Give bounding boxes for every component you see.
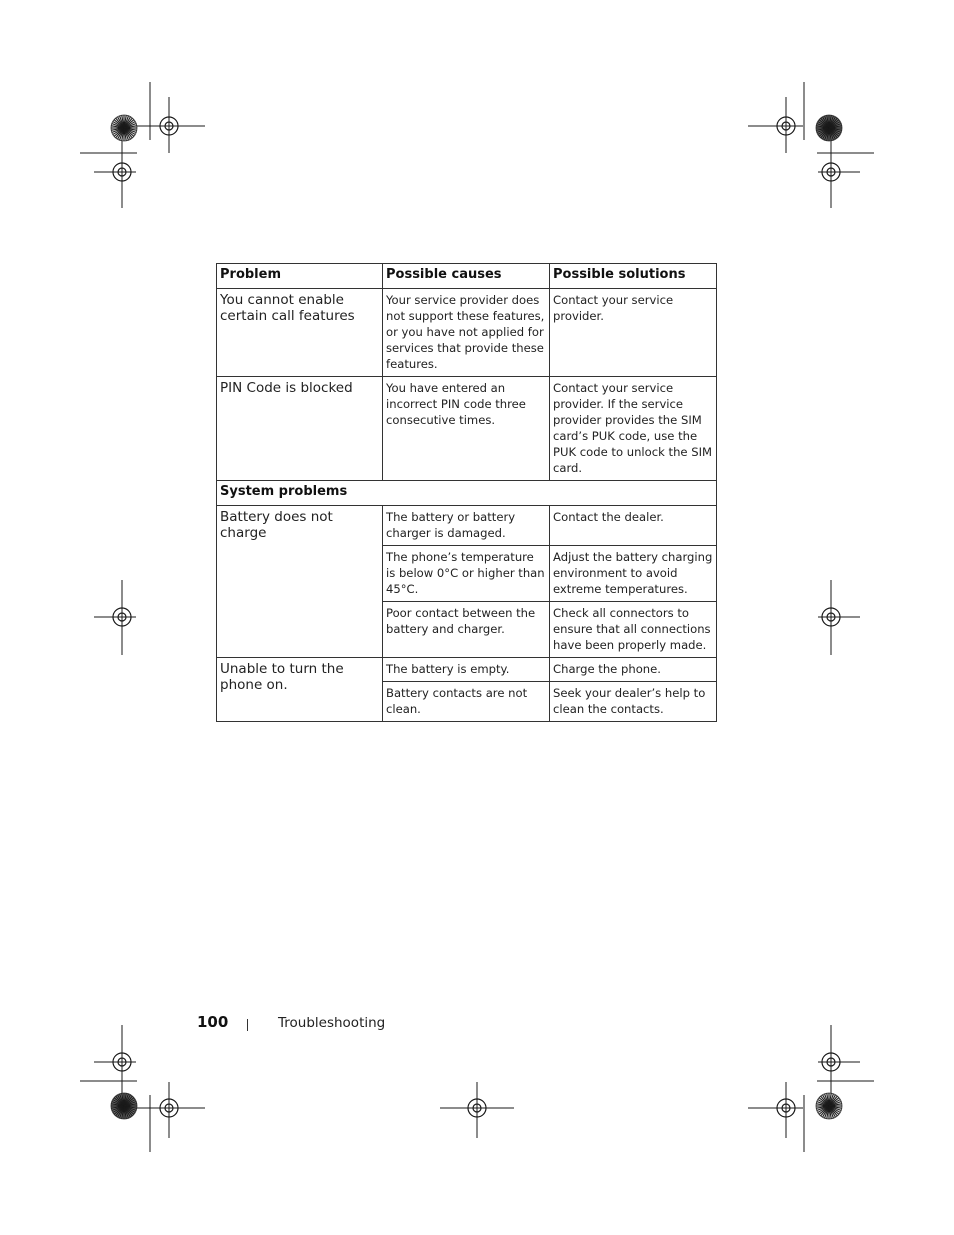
header-problem: Problem: [217, 264, 383, 289]
starburst-target-top-left: [111, 115, 137, 141]
problem-cell: Unable to turn the phone on.: [217, 658, 383, 722]
cause-cell: You have entered an incorrect PIN code three consecutive times.: [383, 377, 550, 481]
registration-mark-mid-left: [94, 580, 136, 655]
registration-mark-bottom-right-2: [748, 1082, 803, 1138]
registration-mark-top-right: [748, 97, 803, 153]
registration-mark-bottom-left: [94, 1025, 136, 1095]
starburst-target-bottom-right: [816, 1093, 842, 1119]
starburst-target-bottom-left: [111, 1093, 137, 1119]
solution-cell: Seek your dealer’s help to clean the contacts.: [550, 682, 717, 722]
solution-cell: Check all connectors to ensure that all connections have been properly made.: [550, 602, 717, 658]
table-row: [217, 506, 717, 546]
registration-mark-bottom-left-2: [133, 1082, 205, 1138]
solution-cell: Contact your service provider. If the service provider provides the SIM card’s PUK code, use the PUK code to unlock the SIM card.: [550, 377, 717, 481]
section-heading-system-problems: System problems: [217, 481, 717, 506]
table-row: [217, 289, 717, 377]
footer-section-title: Troubleshooting: [278, 1015, 386, 1031]
solution-cell: Contact the dealer.: [550, 506, 717, 546]
table-row: [217, 377, 717, 481]
starburst-target-top-right: [816, 115, 842, 141]
registration-mark-top-left-2: [94, 137, 136, 208]
solution-cell: Contact your service provider.: [550, 289, 717, 377]
header-possible-causes: Possible causes: [383, 264, 550, 289]
registration-mark-bottom-right: [818, 1025, 860, 1095]
troubleshooting-table: [216, 263, 717, 722]
cause-cell: Battery contacts are not clean.: [383, 682, 550, 722]
header-possible-solutions: Possible solutions: [550, 264, 717, 289]
solution-cell: Charge the phone.: [550, 658, 717, 682]
cause-cell: The battery is empty.: [383, 658, 550, 682]
table-row: [217, 658, 717, 682]
problem-cell: PIN Code is blocked: [217, 377, 383, 481]
cause-cell: The battery or battery charger is damaged.: [383, 506, 550, 546]
footer-divider: [247, 1019, 248, 1031]
registration-mark-bottom-center: [440, 1082, 514, 1138]
cause-cell: Poor contact between the battery and charger.: [383, 602, 550, 658]
problem-cell: You cannot enable certain call features: [217, 289, 383, 377]
table-header-row: [217, 264, 717, 289]
problem-cell: Battery does not charge: [217, 506, 383, 658]
solution-cell: Adjust the battery charging environment to avoid extreme temperatures.: [550, 546, 717, 602]
registration-mark-top-right-2: [818, 137, 860, 208]
cause-cell: The phone’s temperature is below 0°C or higher than 45°C.: [383, 546, 550, 602]
cause-cell: Your service provider does not support these features, or you have not applied for services that provide these features.: [383, 289, 550, 377]
page-number: 100: [197, 1013, 229, 1031]
section-row: [217, 481, 717, 506]
registration-mark-top-left: [133, 97, 205, 153]
registration-mark-mid-right: [818, 580, 860, 655]
